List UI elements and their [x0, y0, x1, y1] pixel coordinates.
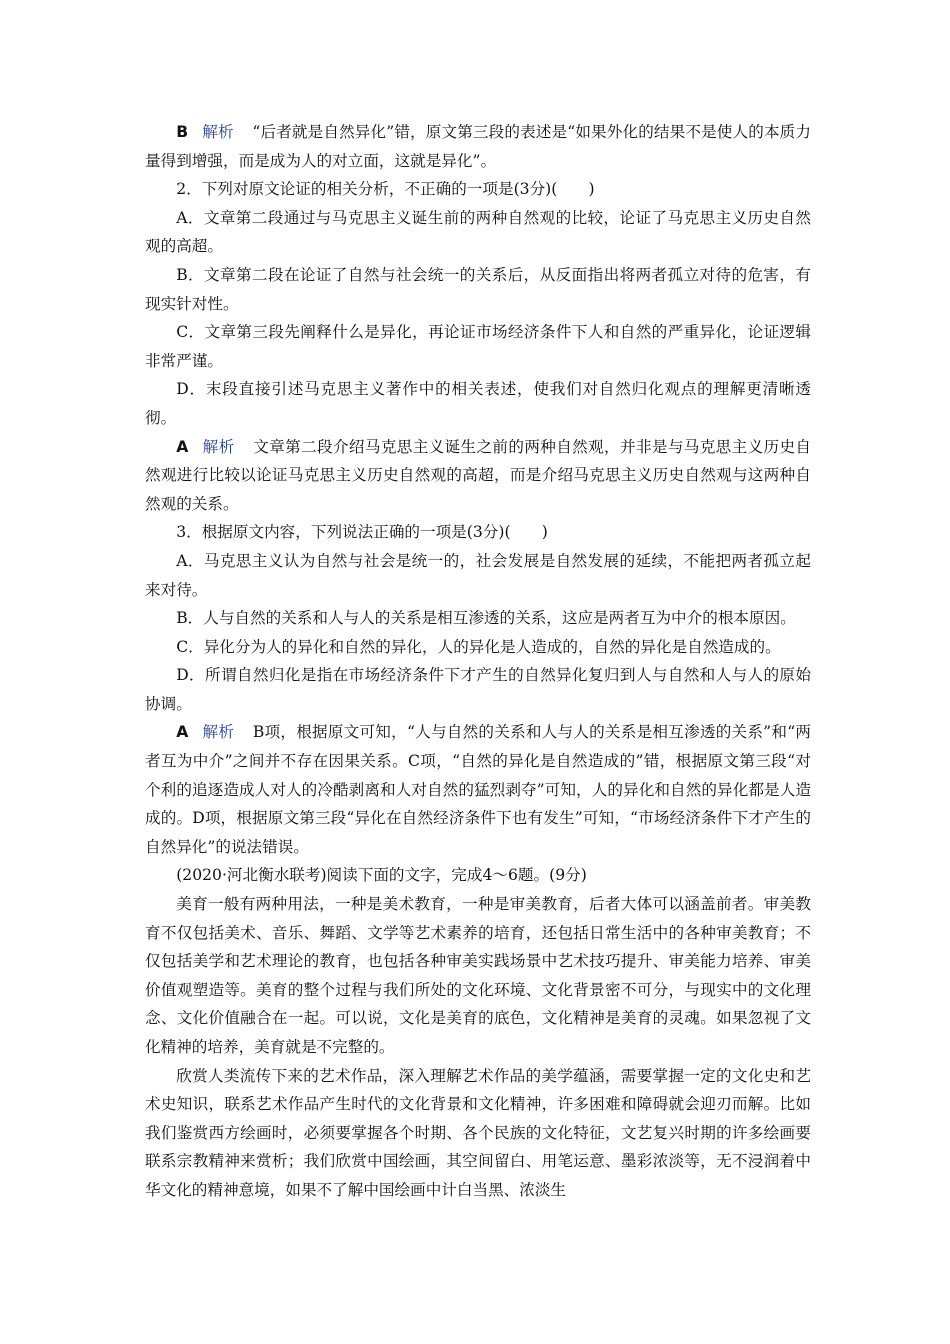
- option-c: C．文章第三段先阐释什么是异化，再论证市场经济条件下人和自然的严重异化，论证逻辑非常严谨。: [145, 323, 811, 370]
- analysis-label: 解析: [202, 723, 235, 742]
- analysis-paragraph: [145, 718, 811, 861]
- analysis-text: 文章第二段介绍马克思主义诞生之前的两种自然观，并非是与马克思主义历史自然观进行比较以论证马克思主义历史自然观的高超，而是介绍马克思主义历史自然观与这两种自然观的关系。: [145, 437, 811, 513]
- option-a: A．马克思主义认为自然与社会是统一的，社会发展是自然发展的延续，不能把两者孤立起来对待。: [145, 551, 811, 599]
- reading-paragraph: 欣赏人类流传下来的艺术作品，深入理解艺术作品的美学蕴涵，需要掌握一定的文化史和艺术史知识，联系艺术作品产生时代的文化背景和文化精神，许多困难和障碍就会迎刃而解。比如我们鉴赏西方绘画时，必须要掌握各个时期、各个民族的文化特征，文艺复兴时期的许多绘画要联系宗教精神来赏析；我们欣赏中国绘画，其空间留白、用笔运意、墨彩浓淡等，无不浸润着中华文化的精神意境，如果不了解中国绘画中计白当黑、浓淡生: [145, 1066, 811, 1199]
- answer-letter: A: [176, 437, 189, 456]
- analysis-text: “后者就是自然异化”错，原文第三段的表述是“如果外化的结果不是使人的本质力量得到增强，而是成为人的对立面，这就是异化”。: [145, 123, 811, 170]
- answer-letter: A: [176, 723, 189, 742]
- option-b: B．文章第二段在论证了自然与社会统一的关系后，从反面指出将两者孤立对待的危害，有现实针对性。: [145, 265, 811, 313]
- reading-paragraph: 美育一般有两种用法，一种是美术教育，一种是审美教育，后者大体可以涵盖前者。审美教育不仅包括美术、音乐、舞蹈、文学等艺术素养的培育，还包括日常生活中的各种审美教育；不仅包括美学和艺术理论的教育，也包括各种审美实践场景中艺术技巧提升、审美能力培养、审美价值观塑造等。美育的整个过程与我们所处的文化环境、文化背景密不可分，与现实中的文化理念、文化价值融合在一起。可以说，文化是美育的底色，文化精神是美育的灵魂。如果忽视了文化精神的培养，美育就是不完整的。: [145, 895, 811, 1056]
- option-d: D．末段直接引述马克思主义著作中的相关表述，使我们对自然归化观点的理解更清晰透彻。: [145, 380, 811, 427]
- analysis-paragraph: [145, 433, 811, 519]
- option-a: A．文章第二段通过与马克思主义诞生前的两种自然观的比较，论证了马克思主义历史自然观的高超。: [145, 208, 811, 256]
- question-stem: 3．根据原文内容，下列说法正确的一项是(3分)( ): [176, 523, 548, 542]
- reading-intro: (2020·河北衡水联考)阅读下面的文字，完成4～6题。(9分): [176, 866, 587, 885]
- option-b: B．人与自然的关系和人与人的关系是相互渗透的关系，这应是两者互为中介的根本原因。: [176, 609, 796, 628]
- analysis-paragraph: [145, 118, 811, 175]
- answer-letter: B: [176, 123, 189, 141]
- analysis-label: 解析: [202, 437, 235, 456]
- text-body: [145, 118, 811, 1205]
- question-stem: 2．下列对原文论证的相关分析，不正确的一项是(3分)( ): [176, 180, 595, 199]
- analysis-label: 解析: [202, 123, 234, 141]
- option-d: D．所谓自然归化是指在市场经济条件下才产生的自然异化复归到人与自然和人与人的原始协调。: [145, 666, 811, 713]
- option-c: C．异化分为人的异化和自然的异化，人的异化是人造成的，自然的异化是自然造成的。: [176, 637, 781, 656]
- analysis-text: B项，根据原文可知，“人与自然的关系和人与人的关系是相互渗透的关系”和“两者互为中介”之间并不存在因果关系。C项，“自然的异化是自然造成的”错，根据原文第三段“对个利的追逐造成人对人的冷酷剥离和人对自然的猛烈剥夺”可知，人的异化和自然的异化都是人造成的。D项，根据原文第三段“异化在自然经济条件下也有发生”可知，“市场经济条件下才产生的自然异化”的说法错误。: [145, 723, 811, 856]
